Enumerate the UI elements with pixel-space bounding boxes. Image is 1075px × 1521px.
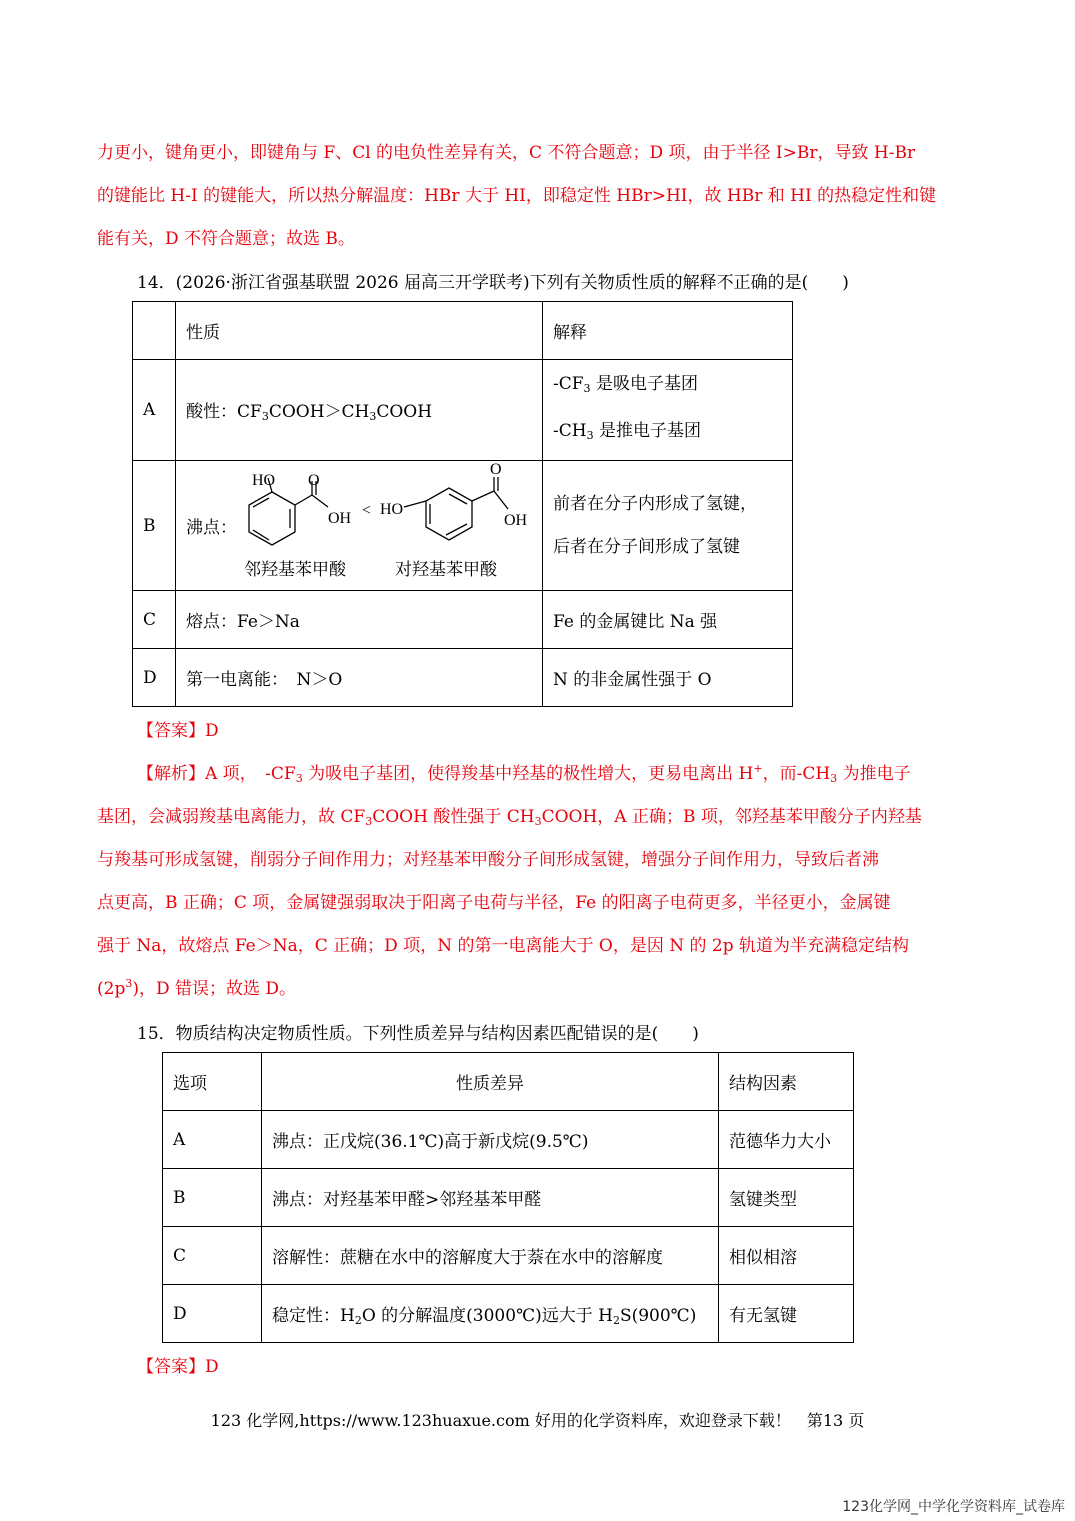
table-header-difference: 性质差异 (262, 1053, 719, 1111)
formula-text: O (490, 461, 502, 478)
table-row (163, 1053, 854, 1111)
table-row (133, 649, 793, 707)
formula-text: O (308, 472, 320, 489)
q14-analysis-line-5: 强于 Na，故熔点 Fe＞Na，C 正确；D 项，N 的第一电离能大于 O，是因 N 的 2p 轨道为半充满稳定结构 (97, 936, 910, 956)
formula-text: OH (504, 512, 528, 529)
q14-analysis-line-4: 点更高，B 正确；C 项，金属键强弱取决于阳离子电荷与半径，Fe 的阳离子电荷更多，半径更小，金属键 (97, 893, 891, 913)
q14-analysis-line-3: 与羧基可形成氢键，削弱分子间作用力；对羟基苯甲酸分子间形成氢键，增强分子间作用力，导致后者沸 (97, 850, 879, 870)
table-row (163, 1169, 854, 1227)
option-label: B (163, 1169, 262, 1227)
option-label: A (133, 360, 176, 461)
table-header-factor: 结构因素 (719, 1053, 854, 1111)
difference-cell: 溶解性：蔗糖在水中的溶解度大于萘在水中的溶解度 (262, 1227, 719, 1285)
difference-cell: 沸点：正戊烷(36.1℃)高于新戊烷(9.5℃) (262, 1111, 719, 1169)
prev-analysis-line-2: 的键能比 H-I 的键能大，所以热分解温度：HBr 大于 HI，即稳定性 HBr>HI，故 HBr 和 HI 的热稳定性和键 (97, 186, 937, 206)
property-cell: 酸性：$CF_3COOH>CH_3COOH$ (176, 360, 543, 461)
property-cell: 第一电离能： N＞O (176, 649, 543, 707)
table-cell (133, 302, 176, 360)
factor-cell: 范德华力大小 (719, 1111, 854, 1169)
table-row (163, 1111, 854, 1169)
q14-table (132, 301, 793, 707)
option-label: B (133, 461, 176, 591)
option-label: C (163, 1227, 262, 1285)
option-label: D (163, 1285, 262, 1343)
watermark: 123化学网_中学化学资料库_试卷库 (842, 1499, 1065, 1515)
table-row (163, 1227, 854, 1285)
structure-formulas-figure (176, 461, 542, 591)
table-header-property: 性质 (176, 302, 543, 360)
prev-analysis-line-1: 力更小，键角更小，即键角与 F、Cl 的电负性差异有关，C 不符合题意；D 项，由于半径 I>Br，导致 H-Br (97, 143, 916, 163)
prev-analysis-line-3: 能有关，D 不符合题意；故选 B。 (97, 229, 355, 249)
table-row (133, 461, 793, 591)
boiling-point-label: 沸点： (186, 518, 237, 538)
table-row (163, 1285, 854, 1343)
property-cell: 熔点：Fe＞Na (176, 591, 543, 649)
less-than-sign: < (362, 502, 372, 519)
factor-cell: 有无氢键 (719, 1285, 854, 1343)
q15-answer: 【答案】D (137, 1357, 219, 1377)
table-header-explanation: 解释 (543, 302, 793, 360)
property-cell (176, 461, 543, 591)
q14-analysis-line-1: 【解析】A 项， $-CF_3$ 为吸电子基团，使得羧基中羟基的极性增大，更易电离出 H+，而$-CH_3$ 为推电子 (137, 762, 911, 785)
page-footer: 123 化学网,https://www.123huaxue.com 好用的化学资料库，欢迎登录下载！ 第13 页 (210, 1411, 865, 1430)
difference-cell: 稳定性：$H_2O$ 的分解温度(3000℃)远大于 $H_2S(900℃)$ (262, 1285, 719, 1343)
formula-text: HO (380, 501, 404, 518)
table-row (133, 591, 793, 649)
q14-analysis-line-2: 基团，会减弱羧基电离能力，故 $CF_3COOH$ 酸性强于 $CH_3COOH$，A 正确；B 项，邻羟基苯甲酸分子内羟基 (97, 807, 922, 828)
q15-stem: 15．物质结构决定物质性质。下列性质差异与结构因素匹配错误的是( ) (137, 1024, 699, 1044)
explanation-cell: $-CF_3$ 是吸电子基团 $-CH_3$ 是推电子基团 (543, 360, 793, 461)
factor-cell: 相似相溶 (719, 1227, 854, 1285)
factor-cell: 氢键类型 (719, 1169, 854, 1227)
table-header-option: 选项 (163, 1053, 262, 1111)
explanation-cell: N 的非金属性强于 O (543, 649, 793, 707)
table-row (133, 302, 793, 360)
explanation-cell: Fe 的金属键比 Na 强 (543, 591, 793, 649)
q14-analysis-line-6: $(2p^3)$，D 错误；故选 D。 (97, 977, 297, 999)
compound-name: 对羟基苯甲酸 (395, 560, 497, 579)
explanation-cell: 前者在分子内形成了氢键， 后者在分子间形成了氢键 (543, 461, 793, 591)
option-label: D (133, 649, 176, 707)
table-row (133, 360, 793, 461)
q14-stem: 14．(2026·浙江省强基联盟 2026 届高三开学联考)下列有关物质性质的解释不正确的是( ) (137, 273, 849, 293)
compound-name: 邻羟基苯甲酸 (244, 560, 346, 579)
option-label: C (133, 591, 176, 649)
option-label: A (163, 1111, 262, 1169)
formula-text: HO (252, 472, 276, 489)
q14-answer: 【答案】D (137, 721, 219, 741)
formula-text: OH (328, 510, 352, 527)
difference-cell: 沸点：对羟基苯甲醛>邻羟基苯甲醛 (262, 1169, 719, 1227)
q15-table (162, 1052, 854, 1343)
